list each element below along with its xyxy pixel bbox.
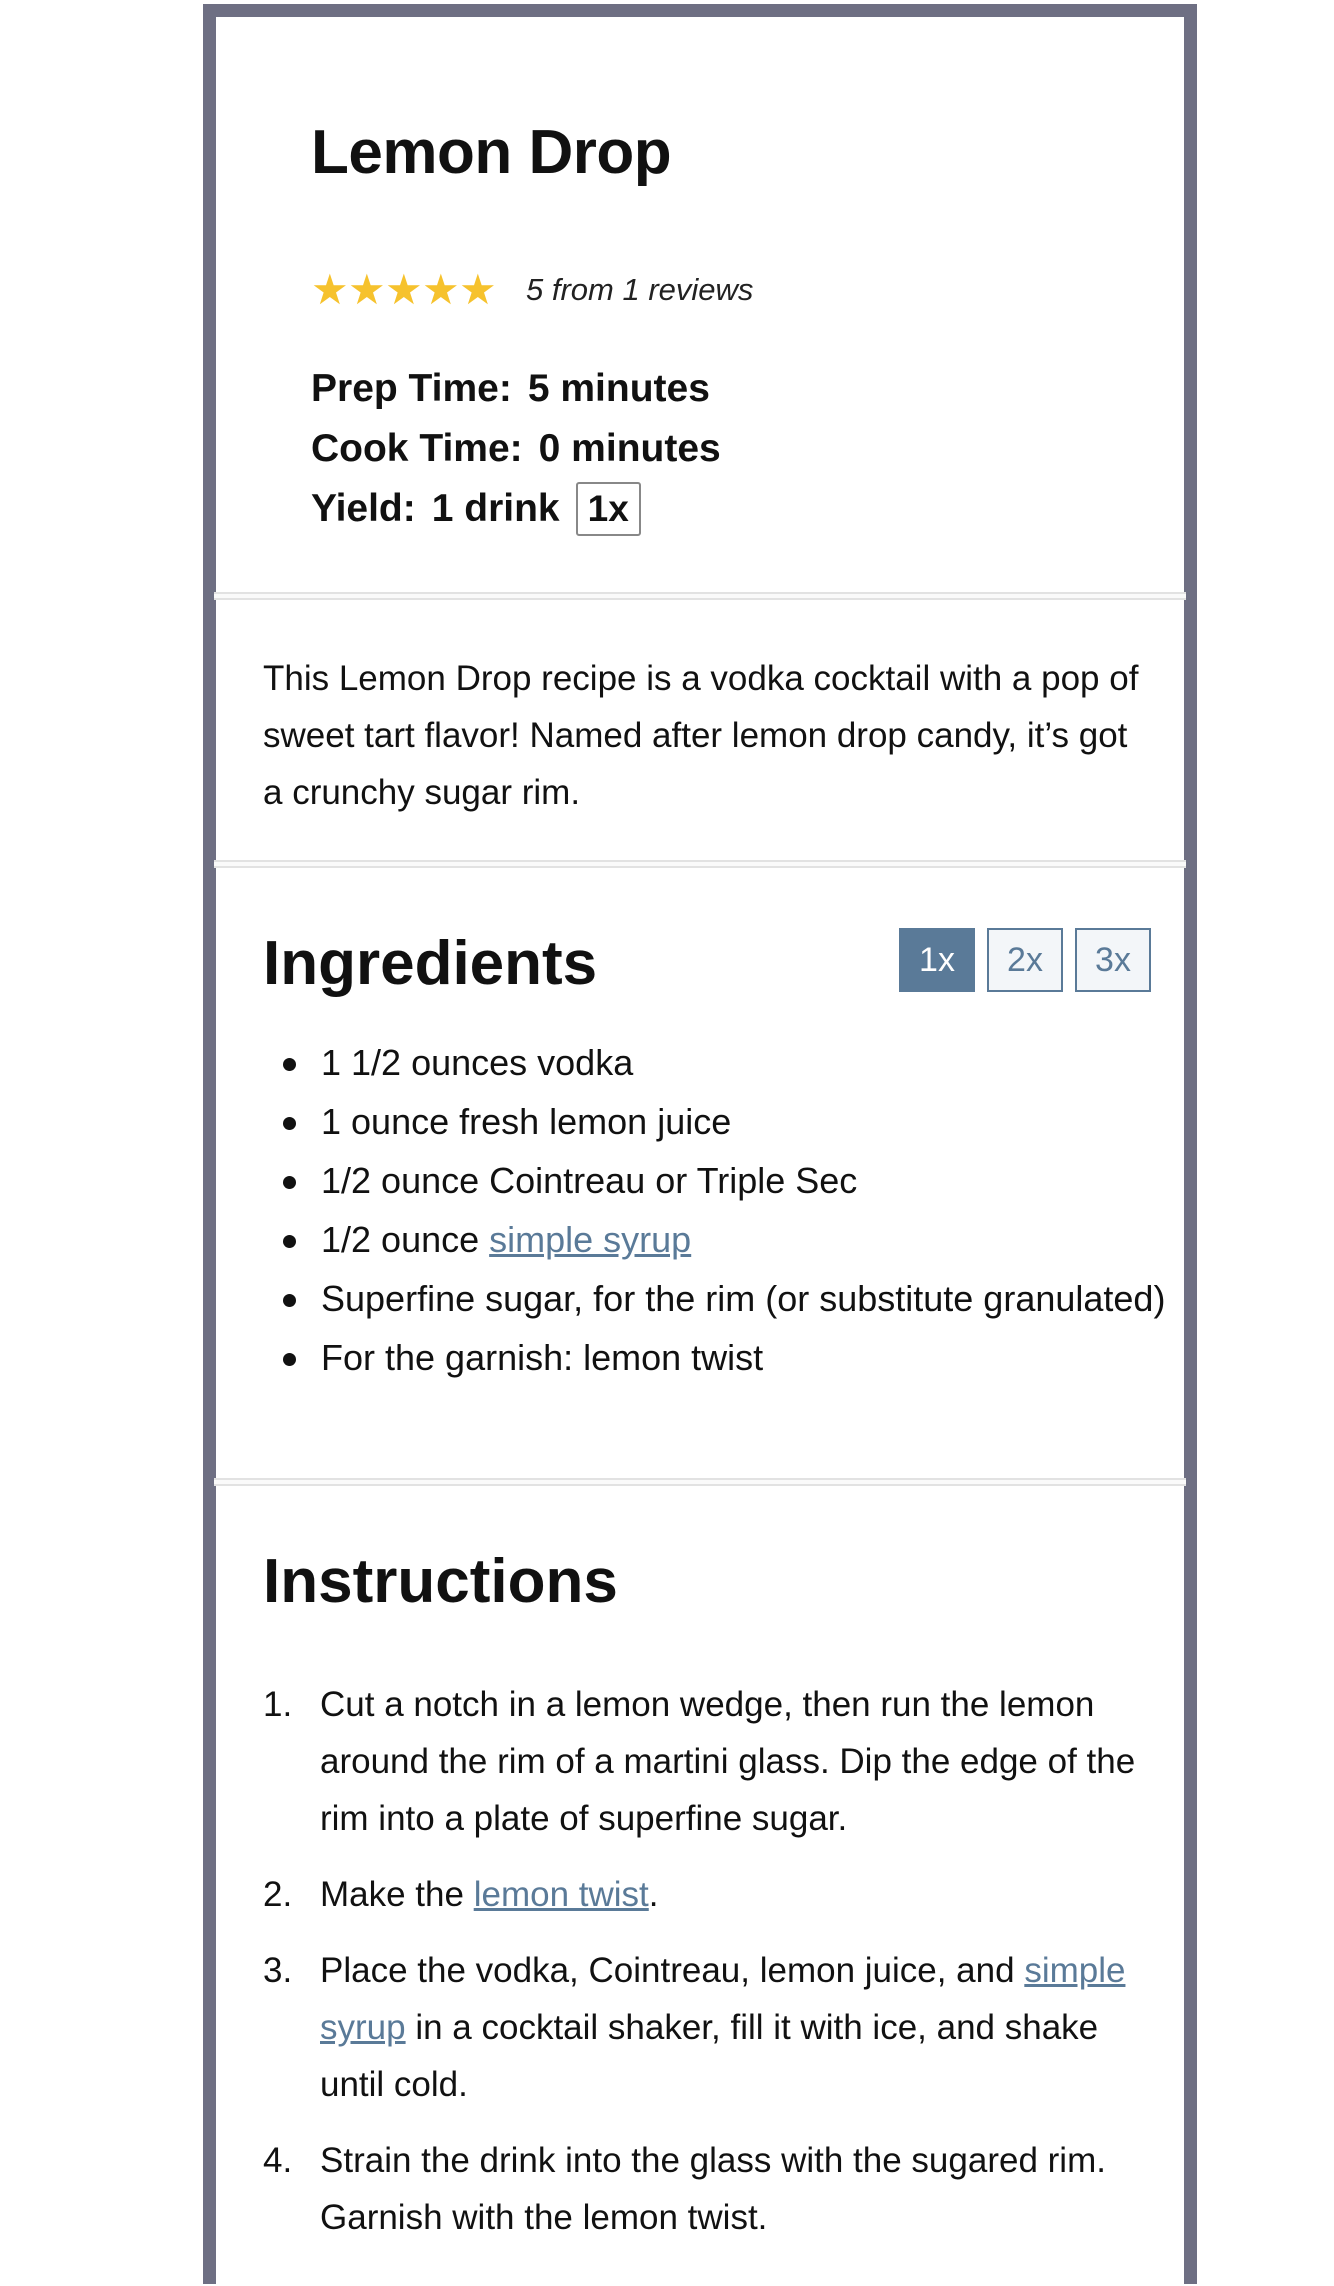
instruction-step [263, 2132, 1143, 2246]
lemon-twist-link[interactable]: lemon twist [473, 1875, 649, 1914]
divider [214, 592, 1186, 600]
ingredient-item [321, 1220, 1181, 1260]
star-icon[interactable]: ★ [422, 266, 460, 313]
star-icon[interactable]: ★ [348, 266, 386, 313]
recipe-header [216, 17, 1184, 592]
cook-time [311, 419, 721, 479]
yield-label: Yield: [311, 487, 416, 530]
recipe-description: This Lemon Drop recipe is a vodka cocktail with a pop of sweet tart flavor! Named after lemon drop candy, it’s got a crunchy sugar rim. [263, 659, 1139, 812]
step-number: 3. [263, 1951, 293, 1990]
step-text-before: Place the vodka, Cointreau, lemon juice, and [320, 1951, 1025, 1990]
yield-value: 1 drink [431, 487, 560, 530]
recipe-card [203, 4, 1197, 2284]
step-text-after: . [648, 1875, 659, 1914]
ingredients-section [216, 868, 1184, 1478]
ingredient-item: 1/2 ounce Cointreau or Triple Sec [321, 1161, 1181, 1201]
simple-syrup-link[interactable]: simple syrup [320, 1951, 1126, 2047]
recipe-meta [311, 359, 721, 539]
cook-time-label: Cook Time: [311, 427, 523, 470]
recipe-title: Lemon Drop [311, 118, 672, 187]
yield [311, 479, 721, 539]
step-number: 2. [263, 1875, 293, 1914]
star-rating[interactable] [311, 266, 497, 313]
instructions-list [263, 1676, 1143, 2265]
star-icon[interactable]: ★ [311, 266, 349, 313]
scale-3x-button[interactable]: 3x [1075, 928, 1151, 992]
step-text: Cut a notch in a lemon wedge, then run the lemon around the rim of a martini glass. Dip the edge of the rim into a plate of superfine sugar. [320, 1685, 1136, 1838]
step-text-before: Make the [320, 1875, 474, 1914]
instructions-title: Instructions [263, 1547, 618, 1616]
divider [214, 1478, 1186, 1486]
instructions-section [216, 1486, 1184, 2286]
rating-text: 5 from 1 reviews [526, 272, 754, 307]
instruction-step [263, 1866, 1143, 1923]
ingredient-text: 1/2 ounce [321, 1219, 490, 1260]
ingredient-item: For the garnish: lemon twist [321, 1338, 1181, 1378]
cook-time-value: 0 minutes [538, 427, 721, 470]
prep-time-label: Prep Time: [311, 367, 512, 410]
ingredient-item: 1 1/2 ounces vodka [321, 1043, 1181, 1083]
instruction-step [263, 1676, 1143, 1847]
ingredient-item: Superfine sugar, for the rim (or substitute granulated) [321, 1279, 1181, 1319]
step-text [320, 1942, 1143, 2113]
yield-scale-button[interactable]: 1x [576, 482, 641, 536]
description-section [216, 600, 1184, 860]
prep-time-value: 5 minutes [527, 367, 710, 410]
step-number: 4. [263, 2141, 293, 2180]
star-icon[interactable]: ★ [385, 266, 423, 313]
simple-syrup-link[interactable]: simple syrup [489, 1219, 692, 1260]
scale-1x-button[interactable]: 1x [899, 928, 975, 992]
step-text [320, 1866, 1143, 1923]
instruction-step [263, 1942, 1143, 2113]
ingredients-title: Ingredients [263, 929, 598, 998]
divider [214, 860, 1186, 868]
rating [311, 266, 754, 313]
step-text: Strain the drink into the glass with the sugared rim. Garnish with the lemon twist. [320, 2141, 1106, 2237]
prep-time [311, 359, 721, 419]
scale-buttons [899, 928, 1151, 992]
step-number: 1. [263, 1685, 293, 1724]
step-text-after: in a cocktail shaker, fill it with ice, and shake until cold. [320, 2008, 1099, 2104]
star-icon[interactable]: ★ [459, 266, 497, 313]
ingredients-list [263, 1043, 1181, 1397]
ingredient-item: 1 ounce fresh lemon juice [321, 1102, 1181, 1142]
scale-2x-button[interactable]: 2x [987, 928, 1063, 992]
